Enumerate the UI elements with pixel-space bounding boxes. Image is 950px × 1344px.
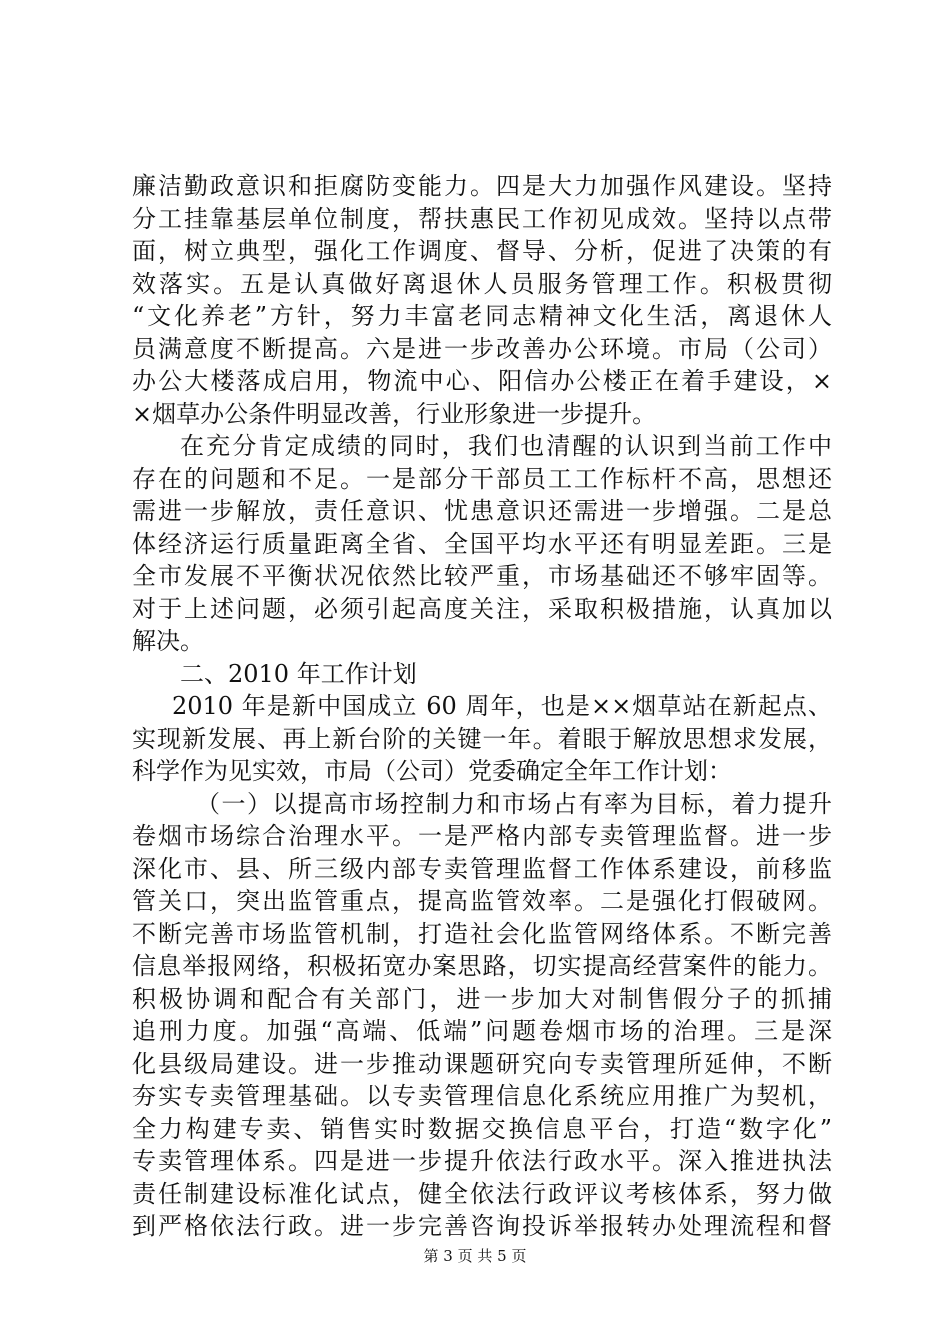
text-line: 责任制建设标准化试点，健全依法行政评议考核体系，努力做 [132,1179,832,1208]
text-line: 不断完善市场监管机制，打造社会化监管网络体系。不断完善 [132,919,832,948]
text-line: 2010 年是新中国成立 60 周年，也是××烟草站在新起点、 [172,692,832,720]
text-line: 体经济运行质量距离全省、全国平均水平还有明显差距。三是 [132,529,832,558]
text-line: 实现新发展、再上新台阶的关键一年。着眼于解放思想求发展， [132,724,832,753]
text-line: 专卖管理体系。四是进一步提升依法行政水平。深入推进执法 [132,1147,832,1175]
text-line: （一）以提高市场控制力和市场占有率为目标，着力提升 [196,789,832,818]
text-line: 深化市、县、所三级内部专卖管理监督工作体系建设，前移监 [132,854,832,883]
body-text [132,170,832,1243]
text-line: 追刑力度。加强“高端、低端”问题卷烟市场的治理。三是深 [132,1017,832,1045]
text-line: 管关口，突出监管重点，提高监管效率。二是强化打假破网。 [132,887,832,915]
text-line: 存在的问题和不足。一是部分干部员工工作标杆不高，思想还 [132,464,832,493]
text-line: 员满意度不断提高。六是进一步改善办公环境。市局（公司） [132,334,832,363]
text-line: 廉洁勤政意识和拒腐防变能力。四是大力加强作风建设。坚持 [132,172,832,200]
text-line: 需进一步解放，责任意识、忧患意识还需进一步增强。二是总 [132,497,832,525]
text-line: 化县级局建设。进一步推动课题研究向专卖管理所延伸，不断 [132,1049,832,1078]
text-line: 积极协调和配合有关部门，进一步加大对制售假分子的抓捕 [132,984,832,1013]
text-line: 对于上述问题，必须引起高度关注，采取积极措施，认真加以 [132,594,832,623]
text-line: 科学作为见实效，市局（公司）党委确定全年工作计划： [132,757,732,785]
text-line: 信息举报网络，积极拓宽办案思路，切实提高经营案件的能力。 [132,952,832,980]
text-line: 面，树立典型，强化工作调度、督导、分析，促进了决策的有 [132,237,832,265]
text-line: 全市发展不平衡状况依然比较严重，市场基础还不够牢固等。 [132,562,832,590]
page-number-footer: 第 3 页 共 5 页 [423,1247,527,1265]
text-line: “文化养老”方针，努力丰富老同志精神文化生活，离退休人 [132,302,832,330]
text-line: 到严格依法行政。进一步完善咨询投诉举报转办处理流程和督 [132,1212,832,1240]
text-line: 解决。 [132,627,204,655]
section-heading: 二、2010 年工作计划 [180,659,417,688]
text-line: 夯实专卖管理基础。以专卖管理信息化系统应用推广为契机， [132,1082,832,1110]
text-line: ×烟草办公条件明显改善，行业形象进一步提升。 [132,399,657,428]
text-line: 卷烟市场综合治理水平。一是严格内部专卖管理监督。进一步 [132,822,832,850]
text-line: 全力构建专卖、销售实时数据交换信息平台，打造“数字化” [132,1114,832,1143]
text-line: 分工挂靠基层单位制度，帮扶惠民工作初见成效。坚持以点带 [132,204,832,233]
text-line: 在充分肯定成绩的同时，我们也清醒的认识到当前工作中 [180,432,832,460]
text-line: 效落实。五是认真做好离退休人员服务管理工作。积极贯彻 [132,269,832,298]
text-line: 办公大楼落成启用，物流中心、阳信办公楼正在着手建设，× [132,367,832,395]
